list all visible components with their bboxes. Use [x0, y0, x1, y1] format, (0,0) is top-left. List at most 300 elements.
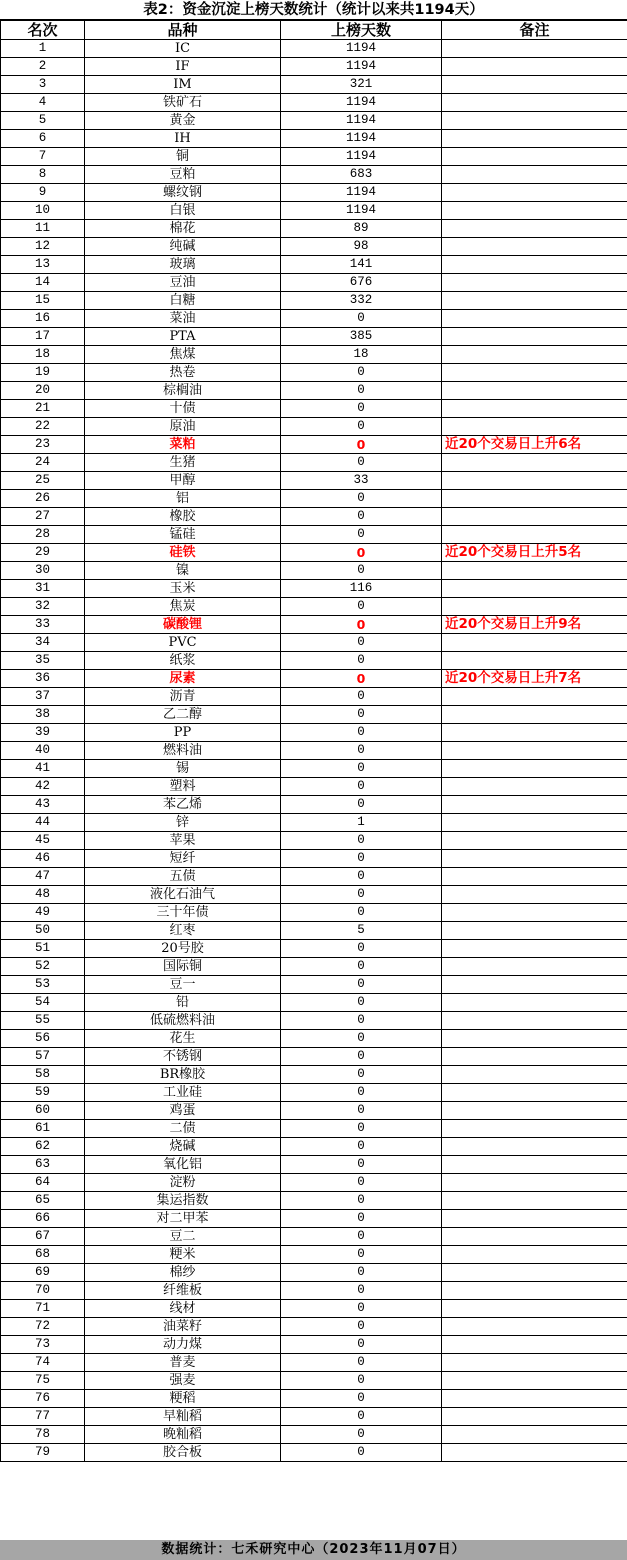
product-cell: 白糖 — [85, 292, 281, 310]
product-cell: 鸡蛋 — [85, 1102, 281, 1120]
product-cell: 铜 — [85, 148, 281, 166]
table-row — [1, 868, 627, 886]
days-cell: 683 — [281, 166, 442, 184]
days-cell: 0 — [281, 670, 442, 688]
table-row — [1, 328, 627, 346]
table-row — [1, 1444, 627, 1462]
rank-cell: 52 — [1, 958, 85, 976]
rank-cell: 1 — [1, 40, 85, 58]
table-row — [1, 670, 627, 688]
note-cell: 近20个交易日上升9名 — [442, 616, 627, 634]
days-cell: 0 — [281, 778, 442, 796]
table-row — [1, 238, 627, 256]
rank-cell: 54 — [1, 994, 85, 1012]
note-cell — [442, 1066, 627, 1084]
note-cell — [442, 346, 627, 364]
days-cell: 98 — [281, 238, 442, 256]
table-row — [1, 850, 627, 868]
rank-cell: 34 — [1, 634, 85, 652]
rank-cell: 30 — [1, 562, 85, 580]
table-row — [1, 1390, 627, 1408]
table-row — [1, 1318, 627, 1336]
days-cell: 321 — [281, 76, 442, 94]
table-row — [1, 490, 627, 508]
product-cell: 焦炭 — [85, 598, 281, 616]
rank-cell: 25 — [1, 472, 85, 490]
product-cell: 苯乙烯 — [85, 796, 281, 814]
note-cell — [442, 364, 627, 382]
product-cell: 液化石油气 — [85, 886, 281, 904]
note-cell — [442, 490, 627, 508]
table-row — [1, 454, 627, 472]
table-row — [1, 922, 627, 940]
note-cell — [442, 796, 627, 814]
rank-cell: 13 — [1, 256, 85, 274]
rank-cell: 75 — [1, 1372, 85, 1390]
days-cell: 0 — [281, 886, 442, 904]
note-cell — [442, 976, 627, 994]
product-cell: 豆一 — [85, 976, 281, 994]
days-cell: 0 — [281, 454, 442, 472]
note-cell — [442, 1174, 627, 1192]
note-cell — [442, 40, 627, 58]
table-row — [1, 1012, 627, 1030]
days-cell: 0 — [281, 508, 442, 526]
product-cell: 短纤 — [85, 850, 281, 868]
rank-cell: 11 — [1, 220, 85, 238]
rank-cell: 36 — [1, 670, 85, 688]
table-row — [1, 166, 627, 184]
rank-cell: 68 — [1, 1246, 85, 1264]
days-cell: 0 — [281, 688, 442, 706]
note-cell: 近20个交易日上升7名 — [442, 670, 627, 688]
days-cell: 0 — [281, 796, 442, 814]
header-product: 品种 — [85, 21, 281, 40]
table-row — [1, 76, 627, 94]
table-row — [1, 184, 627, 202]
product-cell: 国际铜 — [85, 958, 281, 976]
product-cell: 乙二醇 — [85, 706, 281, 724]
product-cell: 豆二 — [85, 1228, 281, 1246]
product-cell: 早籼稻 — [85, 1408, 281, 1426]
rank-cell: 70 — [1, 1282, 85, 1300]
note-cell — [442, 1030, 627, 1048]
note-cell — [442, 1300, 627, 1318]
product-cell: 十债 — [85, 400, 281, 418]
note-cell — [442, 292, 627, 310]
product-cell: 五债 — [85, 868, 281, 886]
table-row — [1, 814, 627, 832]
table-row — [1, 1408, 627, 1426]
days-cell: 0 — [281, 1012, 442, 1030]
days-cell: 1194 — [281, 148, 442, 166]
note-cell — [442, 1372, 627, 1390]
table-row — [1, 256, 627, 274]
table-row — [1, 1084, 627, 1102]
product-cell: 对二甲苯 — [85, 1210, 281, 1228]
rank-cell: 66 — [1, 1210, 85, 1228]
product-cell: 氧化铝 — [85, 1156, 281, 1174]
table-row — [1, 796, 627, 814]
table-row — [1, 1300, 627, 1318]
rank-cell: 62 — [1, 1138, 85, 1156]
rank-cell: 72 — [1, 1318, 85, 1336]
days-cell: 18 — [281, 346, 442, 364]
table-row — [1, 1138, 627, 1156]
days-cell: 0 — [281, 1030, 442, 1048]
table-row — [1, 1264, 627, 1282]
rank-cell: 32 — [1, 598, 85, 616]
table-row — [1, 526, 627, 544]
rank-cell: 4 — [1, 94, 85, 112]
rank-cell: 55 — [1, 1012, 85, 1030]
product-cell: 花生 — [85, 1030, 281, 1048]
days-cell: 0 — [281, 382, 442, 400]
rank-cell: 31 — [1, 580, 85, 598]
rank-cell: 65 — [1, 1192, 85, 1210]
note-cell — [442, 256, 627, 274]
table-row — [1, 1228, 627, 1246]
rank-cell: 40 — [1, 742, 85, 760]
rank-cell: 33 — [1, 616, 85, 634]
days-cell: 0 — [281, 940, 442, 958]
days-cell: 0 — [281, 904, 442, 922]
days-cell: 0 — [281, 706, 442, 724]
rank-cell: 61 — [1, 1120, 85, 1138]
product-cell: 纤维板 — [85, 1282, 281, 1300]
product-cell: 苹果 — [85, 832, 281, 850]
product-cell: 生猪 — [85, 454, 281, 472]
note-cell — [442, 904, 627, 922]
days-cell: 0 — [281, 436, 442, 454]
note-cell — [442, 1408, 627, 1426]
note-cell: 近20个交易日上升6名 — [442, 436, 627, 454]
table-row — [1, 1192, 627, 1210]
table-row — [1, 202, 627, 220]
days-cell: 0 — [281, 526, 442, 544]
days-cell: 1194 — [281, 94, 442, 112]
note-cell — [442, 724, 627, 742]
table-row — [1, 760, 627, 778]
table-row — [1, 148, 627, 166]
product-cell: 20号胶 — [85, 940, 281, 958]
rank-cell: 3 — [1, 76, 85, 94]
rank-cell: 60 — [1, 1102, 85, 1120]
table-body — [1, 40, 627, 1462]
table-row — [1, 94, 627, 112]
note-cell — [442, 112, 627, 130]
note-cell — [442, 166, 627, 184]
days-cell: 0 — [281, 1354, 442, 1372]
table-row — [1, 382, 627, 400]
table-title: 表2：资金沉淀上榜天数统计（统计以来共1194天） — [0, 0, 627, 20]
rank-cell: 23 — [1, 436, 85, 454]
product-cell: PTA — [85, 328, 281, 346]
days-cell: 1194 — [281, 58, 442, 76]
note-cell — [442, 1192, 627, 1210]
note-cell — [442, 1084, 627, 1102]
rank-cell: 42 — [1, 778, 85, 796]
days-cell: 1194 — [281, 202, 442, 220]
note-cell — [442, 940, 627, 958]
product-cell: 铁矿石 — [85, 94, 281, 112]
note-cell — [442, 562, 627, 580]
rank-cell: 43 — [1, 796, 85, 814]
product-cell: 锡 — [85, 760, 281, 778]
note-cell — [442, 850, 627, 868]
product-cell: IM — [85, 76, 281, 94]
table-row — [1, 130, 627, 148]
rank-cell: 56 — [1, 1030, 85, 1048]
note-cell — [442, 994, 627, 1012]
table-row — [1, 1030, 627, 1048]
days-cell: 0 — [281, 400, 442, 418]
rank-cell: 10 — [1, 202, 85, 220]
rank-cell: 22 — [1, 418, 85, 436]
product-cell: BR橡胶 — [85, 1066, 281, 1084]
product-cell: 锰硅 — [85, 526, 281, 544]
table-row — [1, 310, 627, 328]
rank-cell: 45 — [1, 832, 85, 850]
days-cell: 0 — [281, 1318, 442, 1336]
table-row — [1, 598, 627, 616]
note-cell — [442, 1444, 627, 1462]
table-row — [1, 634, 627, 652]
table-row — [1, 1048, 627, 1066]
product-cell: 铅 — [85, 994, 281, 1012]
days-cell: 0 — [281, 724, 442, 742]
days-cell: 0 — [281, 1372, 442, 1390]
table-row — [1, 1246, 627, 1264]
days-cell: 0 — [281, 1048, 442, 1066]
product-cell: PP — [85, 724, 281, 742]
product-cell: 螺纹钢 — [85, 184, 281, 202]
product-cell: 白银 — [85, 202, 281, 220]
note-cell — [442, 760, 627, 778]
product-cell: 集运指数 — [85, 1192, 281, 1210]
days-cell: 332 — [281, 292, 442, 310]
product-cell: 燃料油 — [85, 742, 281, 760]
table-row — [1, 1174, 627, 1192]
rank-cell: 19 — [1, 364, 85, 382]
product-cell: 菜粕 — [85, 436, 281, 454]
days-cell: 0 — [281, 760, 442, 778]
note-cell — [442, 1426, 627, 1444]
table-row — [1, 472, 627, 490]
product-cell: 粳稻 — [85, 1390, 281, 1408]
note-cell — [442, 1138, 627, 1156]
note-cell — [442, 634, 627, 652]
note-cell — [442, 832, 627, 850]
table-row — [1, 418, 627, 436]
note-cell — [442, 220, 627, 238]
table-row — [1, 976, 627, 994]
note-cell — [442, 1264, 627, 1282]
note-cell — [442, 310, 627, 328]
days-cell: 0 — [281, 742, 442, 760]
note-cell — [442, 58, 627, 76]
rank-cell: 2 — [1, 58, 85, 76]
table-row — [1, 1372, 627, 1390]
product-cell: 低硫燃料油 — [85, 1012, 281, 1030]
table-row — [1, 346, 627, 364]
rank-cell: 57 — [1, 1048, 85, 1066]
table-row — [1, 1354, 627, 1372]
note-cell — [442, 238, 627, 256]
table-row — [1, 220, 627, 238]
note-cell: 近20个交易日上升5名 — [442, 544, 627, 562]
days-cell: 141 — [281, 256, 442, 274]
product-cell: 淀粉 — [85, 1174, 281, 1192]
days-cell: 0 — [281, 616, 442, 634]
days-cell: 0 — [281, 832, 442, 850]
note-cell — [442, 1282, 627, 1300]
product-cell: IF — [85, 58, 281, 76]
days-cell: 0 — [281, 1426, 442, 1444]
product-cell: 尿素 — [85, 670, 281, 688]
product-cell: 塑料 — [85, 778, 281, 796]
rank-cell: 29 — [1, 544, 85, 562]
days-cell: 0 — [281, 976, 442, 994]
days-cell: 0 — [281, 1264, 442, 1282]
note-cell — [442, 886, 627, 904]
days-cell: 0 — [281, 1300, 442, 1318]
table-row — [1, 742, 627, 760]
days-cell: 0 — [281, 1120, 442, 1138]
header-rank: 名次 — [1, 21, 85, 40]
table-row — [1, 58, 627, 76]
table-row — [1, 274, 627, 292]
days-cell: 0 — [281, 562, 442, 580]
product-cell: 焦煤 — [85, 346, 281, 364]
table-row — [1, 1120, 627, 1138]
rank-cell: 12 — [1, 238, 85, 256]
table-row — [1, 994, 627, 1012]
note-cell — [442, 742, 627, 760]
product-cell: 纸浆 — [85, 652, 281, 670]
rank-cell: 5 — [1, 112, 85, 130]
note-cell — [442, 526, 627, 544]
product-cell: 镍 — [85, 562, 281, 580]
rank-cell: 21 — [1, 400, 85, 418]
days-cell: 385 — [281, 328, 442, 346]
product-cell: 棉纱 — [85, 1264, 281, 1282]
days-cell: 0 — [281, 1408, 442, 1426]
table-row — [1, 706, 627, 724]
days-cell: 0 — [281, 1282, 442, 1300]
rank-cell: 17 — [1, 328, 85, 346]
rank-cell: 15 — [1, 292, 85, 310]
rank-cell: 35 — [1, 652, 85, 670]
days-cell: 0 — [281, 310, 442, 328]
note-cell — [442, 400, 627, 418]
product-cell: IC — [85, 40, 281, 58]
product-cell: 线材 — [85, 1300, 281, 1318]
rank-cell: 47 — [1, 868, 85, 886]
product-cell: 豆油 — [85, 274, 281, 292]
note-cell — [442, 508, 627, 526]
note-cell — [442, 1012, 627, 1030]
days-cell: 0 — [281, 1084, 442, 1102]
note-cell — [442, 1354, 627, 1372]
rank-cell: 64 — [1, 1174, 85, 1192]
days-cell: 1194 — [281, 184, 442, 202]
rank-cell: 39 — [1, 724, 85, 742]
product-cell: 烧碱 — [85, 1138, 281, 1156]
rank-cell: 53 — [1, 976, 85, 994]
rank-cell: 46 — [1, 850, 85, 868]
rank-cell: 16 — [1, 310, 85, 328]
rank-cell: 69 — [1, 1264, 85, 1282]
table-row — [1, 1426, 627, 1444]
product-cell: 不锈钢 — [85, 1048, 281, 1066]
table-row — [1, 562, 627, 580]
note-cell — [442, 580, 627, 598]
days-cell: 0 — [281, 1246, 442, 1264]
days-cell: 0 — [281, 1390, 442, 1408]
rank-cell: 74 — [1, 1354, 85, 1372]
note-cell — [442, 184, 627, 202]
rank-cell: 59 — [1, 1084, 85, 1102]
days-cell: 33 — [281, 472, 442, 490]
product-cell: 油菜籽 — [85, 1318, 281, 1336]
note-cell — [442, 778, 627, 796]
note-cell — [442, 94, 627, 112]
note-cell — [442, 598, 627, 616]
note-cell — [442, 1102, 627, 1120]
table-row — [1, 1210, 627, 1228]
note-cell — [442, 1318, 627, 1336]
table-row — [1, 958, 627, 976]
days-cell: 676 — [281, 274, 442, 292]
rank-cell: 51 — [1, 940, 85, 958]
note-cell — [442, 148, 627, 166]
rank-cell: 27 — [1, 508, 85, 526]
rank-cell: 79 — [1, 1444, 85, 1462]
days-cell: 0 — [281, 598, 442, 616]
rank-cell: 8 — [1, 166, 85, 184]
table-row — [1, 400, 627, 418]
rank-cell: 77 — [1, 1408, 85, 1426]
table-row — [1, 616, 627, 634]
product-cell: 甲醇 — [85, 472, 281, 490]
note-cell — [442, 1156, 627, 1174]
table-row — [1, 886, 627, 904]
product-cell: 硅铁 — [85, 544, 281, 562]
note-cell — [442, 706, 627, 724]
days-cell: 0 — [281, 958, 442, 976]
days-cell: 0 — [281, 1444, 442, 1462]
product-cell: PVC — [85, 634, 281, 652]
product-cell: 锌 — [85, 814, 281, 832]
rank-cell: 48 — [1, 886, 85, 904]
product-cell: 铝 — [85, 490, 281, 508]
note-cell — [442, 1048, 627, 1066]
rank-cell: 73 — [1, 1336, 85, 1354]
note-cell — [442, 1390, 627, 1408]
days-cell: 0 — [281, 1192, 442, 1210]
note-cell — [442, 1228, 627, 1246]
header-row — [1, 21, 627, 40]
rank-cell: 37 — [1, 688, 85, 706]
rank-cell: 7 — [1, 148, 85, 166]
rank-cell: 44 — [1, 814, 85, 832]
days-cell: 0 — [281, 490, 442, 508]
product-cell: IH — [85, 130, 281, 148]
product-cell: 玻璃 — [85, 256, 281, 274]
rank-cell: 38 — [1, 706, 85, 724]
table-row — [1, 1156, 627, 1174]
